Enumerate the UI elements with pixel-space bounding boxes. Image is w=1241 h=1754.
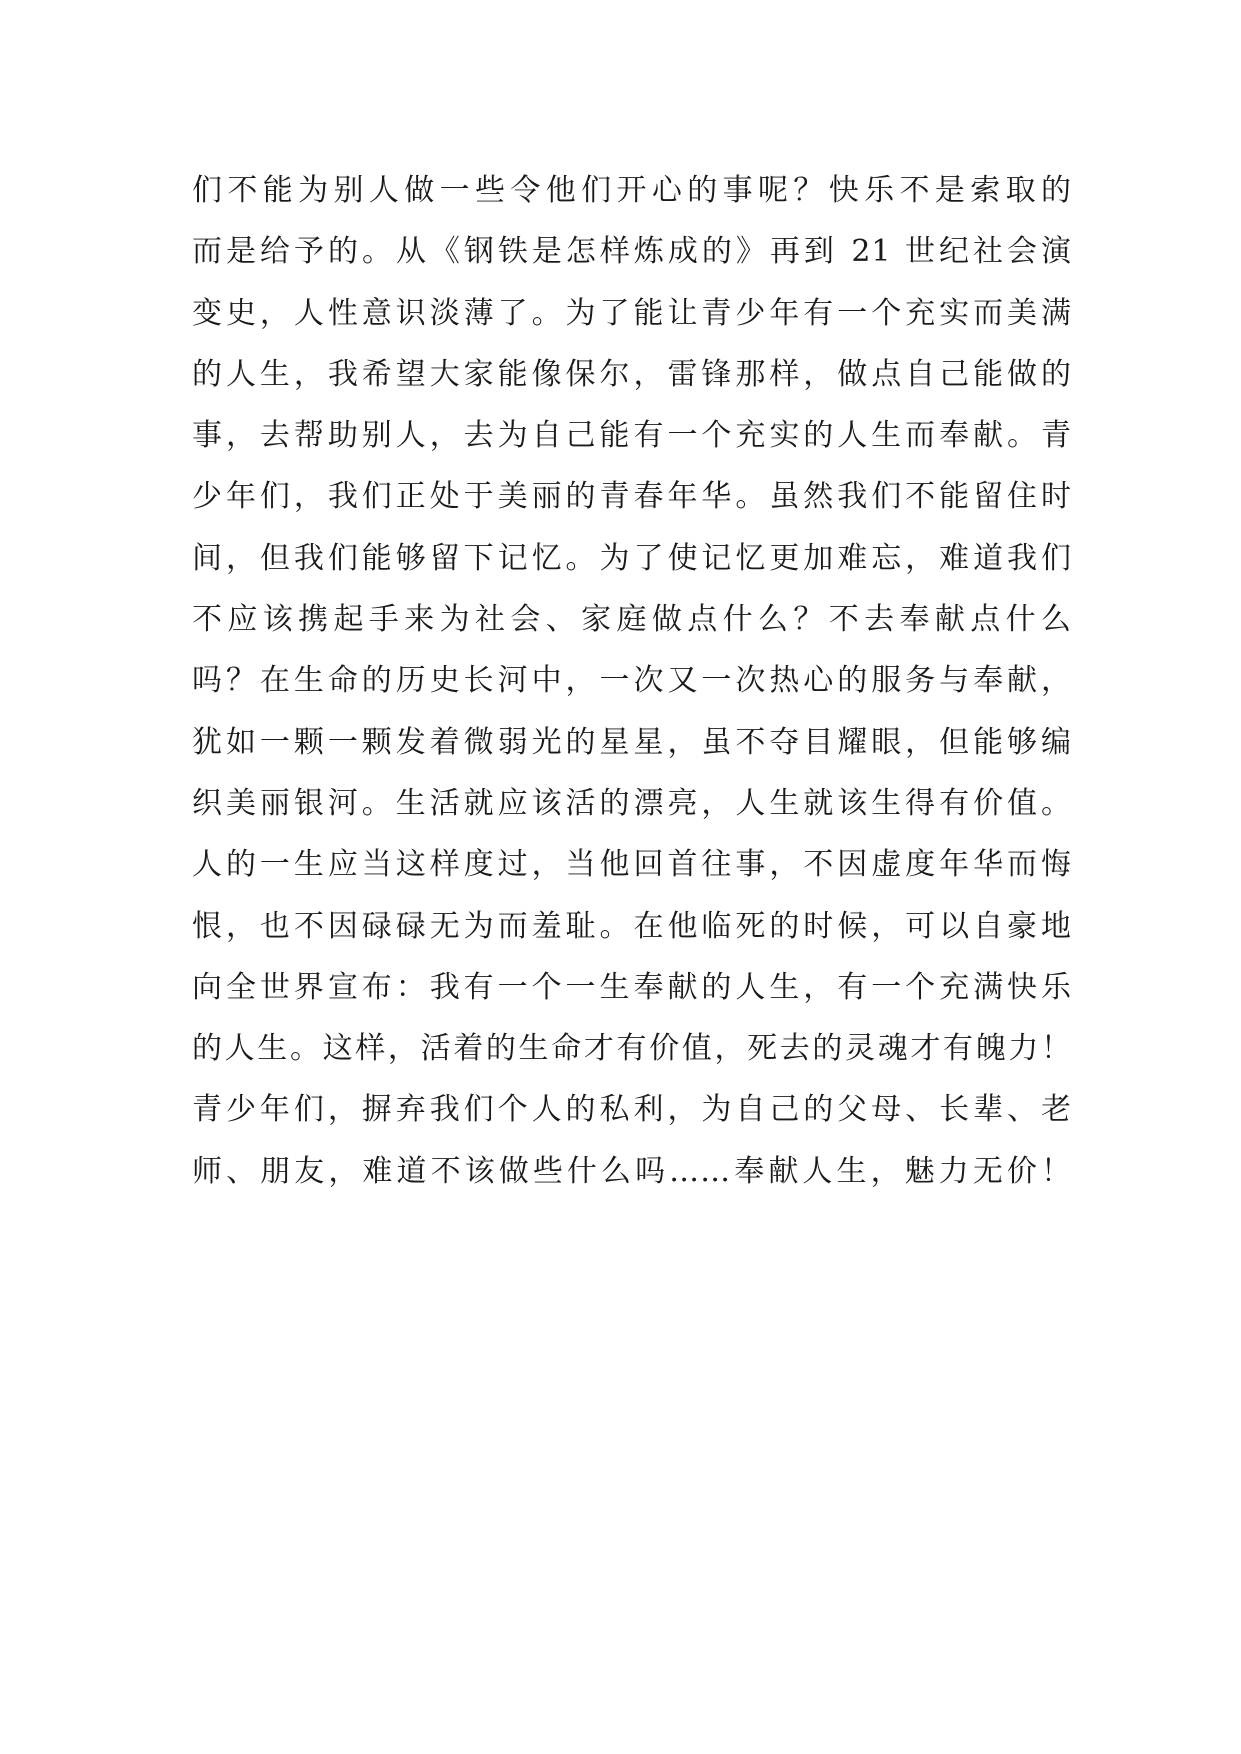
- text-line: 间，但我们能够留下记忆。为了使记忆更加难忘，难道我们: [192, 540, 1072, 576]
- text-line: 而是给予的。从《钢铁是怎样炼成的》再到 21 世纪社会演: [192, 234, 1072, 270]
- text-line: 织美丽银河。生活就应该活的漂亮，人生就该生得有价值。: [192, 785, 1072, 821]
- text-line: 少年们，我们正处于美丽的青春年华。虽然我们不能留住时: [192, 479, 1072, 515]
- text-line: 人的一生应当这样度过，当他回首往事，不因虚度年华而悔: [192, 847, 1072, 883]
- text-line: 师、朋友，难道不该做些什么吗……奉献人生，魅力无价！: [192, 1153, 1072, 1189]
- text-line: 们不能为别人做一些令他们开心的事呢？快乐不是索取的: [192, 173, 1072, 208]
- text-line: 吗？在生命的历史长河中，一次又一次热心的服务与奉献，: [192, 663, 1072, 699]
- text-line: 的人生。这样，活着的生命才有价值，死去的灵魂才有魄力！: [192, 1031, 1072, 1067]
- text-line: 恨，也不因碌碌无为而羞耻。在他临死的时候，可以自豪地: [192, 908, 1072, 944]
- text-line: 事，去帮助别人，去为自己能有一个充实的人生而奉献。青: [192, 418, 1072, 454]
- text-line: 青少年们，摒弃我们个人的私利，为自己的父母、长辈、老: [192, 1092, 1072, 1128]
- text-line: 的人生，我希望大家能像保尔，雷锋那样，做点自己能做的: [192, 356, 1072, 392]
- body-text: [192, 160, 1072, 1202]
- text-line: 向全世界宣布：我有一个一生奉献的人生，有一个充满快乐: [192, 969, 1072, 1005]
- text-line: 犹如一颗一颗发着微弱光的星星，虽不夺目耀眼，但能够编: [192, 724, 1072, 760]
- text-line: 不应该携起手来为社会、家庭做点什么？不去奉献点什么: [192, 602, 1072, 638]
- text-line: 变史，人性意识淡薄了。为了能让青少年有一个充实而美满: [192, 295, 1072, 331]
